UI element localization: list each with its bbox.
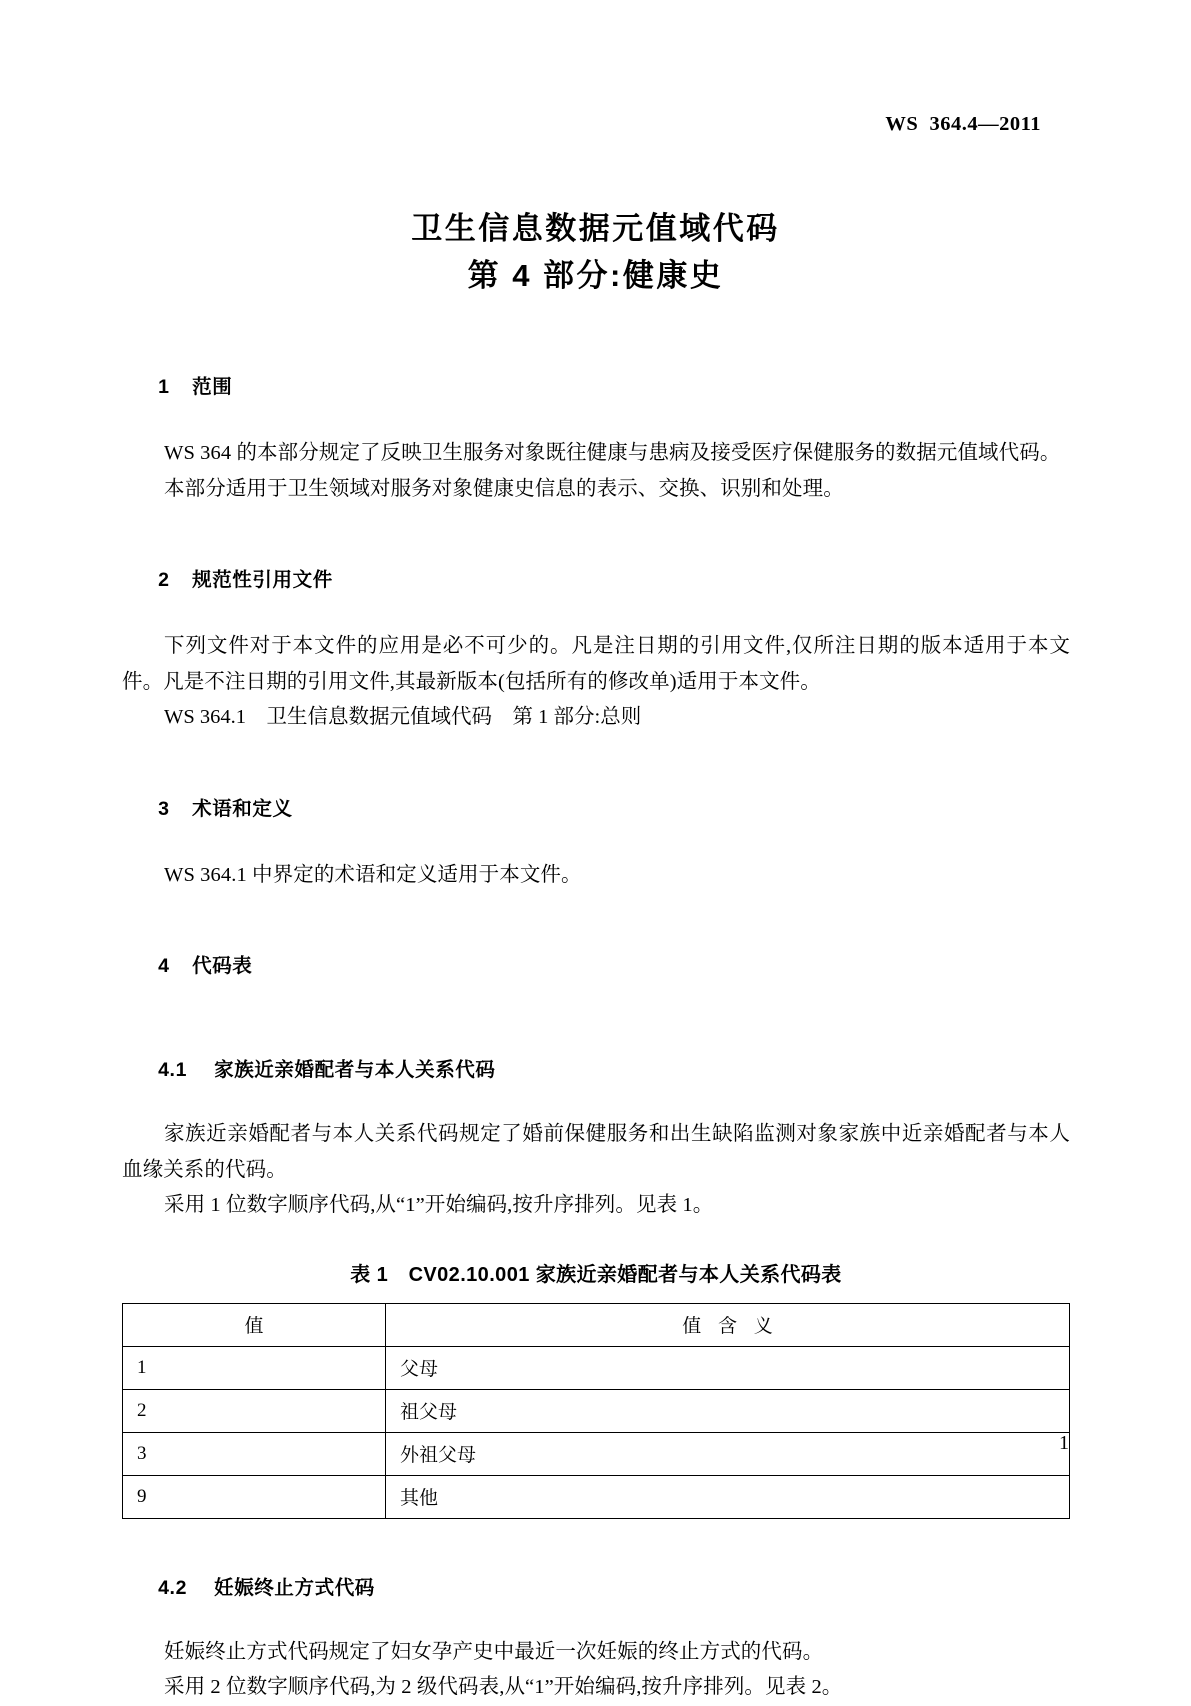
subsection-number-4-2: 4.2 [158, 1576, 188, 1599]
section-heading-2 [122, 541, 1070, 615]
table-row [123, 1389, 1070, 1432]
section-title-1: 范围 [192, 376, 233, 398]
subsection-4-2-paragraph-1: 妊娠终止方式代码规定了妇女孕产史中最近一次妊娠的终止方式的代码。 [164, 1640, 824, 1663]
table-cell-meaning: 外祖父母 [386, 1432, 1070, 1475]
section-number-2: 2 [158, 569, 170, 591]
table-cell-meaning: 其他 [386, 1475, 1070, 1518]
table-header-row [123, 1303, 1070, 1346]
page-number: 1 [1059, 1432, 1069, 1454]
section-2-paragraph-1: 下列文件对于本文件的应用是必不可少的。凡是注日期的引用文件,仅所注日期的版本适用于本文件。凡是不注日期的引用文件,其最新版本(包括所有的修改单)适用于本文件。 [122, 635, 1070, 693]
section-title-3: 术语和定义 [192, 797, 293, 820]
table-cell-value: 1 [123, 1346, 386, 1389]
title-line-1: 卫生信息数据元值域代码 [411, 211, 780, 246]
document-body [122, 348, 1070, 1706]
table-cell-value: 3 [123, 1432, 386, 1475]
section-1-paragraph-2: 本部分适用于卫生领域对服务对象健康史信息的表示、交换、识别和处理。 [164, 477, 844, 500]
subsection-4-1-paragraph-2: 采用 1 位数字顺序代码,从“1”开始编码,按升序排列。见表 1。 [164, 1194, 714, 1216]
section-number-1: 1 [158, 376, 170, 398]
table-cell-value: 9 [123, 1475, 386, 1518]
section-heading-3 [122, 770, 1070, 844]
section-1-paragraph-1: WS 364 的本部分规定了反映卫生服务对象既往健康与患病及接受医疗保健服务的数据元值域代码。 [164, 442, 1061, 464]
section-title-2: 规范性引用文件 [192, 569, 333, 591]
section-number-4: 4 [158, 955, 170, 977]
table-row [123, 1475, 1070, 1518]
section-number-3: 3 [158, 797, 170, 820]
normative-reference-ws364-1: WS 364.1 卫生信息数据元值域代码 第 1 部分:总则 [164, 706, 642, 728]
subsection-heading-4-1 [122, 1031, 1070, 1105]
table-cell-value: 2 [123, 1389, 386, 1432]
running-header-standard-id: WS 364.4—2011 [885, 113, 1041, 135]
subsection-title-4-2: 妊娠终止方式代码 [214, 1576, 375, 1599]
document-title [0, 205, 1191, 299]
subsection-4-2-paragraph-2: 采用 2 位数字顺序代码,为 2 级代码表,从“1”开始编码,按升序排列。见表 2。 [164, 1676, 843, 1698]
section-3-paragraph-1: WS 364.1 中界定的术语和定义适用于本文件。 [164, 863, 582, 886]
table-row [123, 1432, 1070, 1475]
subsection-number-4-1: 4.1 [158, 1059, 188, 1081]
table-column-header-value: 值 [123, 1303, 386, 1346]
section-heading-4 [122, 927, 1070, 1001]
section-heading-1 [122, 348, 1070, 422]
table-cell-meaning: 父母 [386, 1346, 1070, 1389]
subsection-heading-4-2 [122, 1549, 1070, 1623]
table-1-code-table [122, 1303, 1070, 1519]
table-row [123, 1346, 1070, 1389]
subsection-title-4-1: 家族近亲婚配者与本人关系代码 [214, 1059, 496, 1081]
title-line-2: 第 4 部分:健康史 [467, 258, 724, 293]
table-column-header-meaning: 值 含 义 [386, 1303, 1070, 1346]
table-cell-meaning: 祖父母 [386, 1389, 1070, 1432]
table-1-caption: 表 1 CV02.10.001 家族近亲婚配者与本人关系代码表 [350, 1263, 842, 1286]
section-title-4: 代码表 [192, 955, 253, 977]
subsection-4-1-paragraph-1: 家族近亲婚配者与本人关系代码规定了婚前保健服务和出生缺陷监测对象家族中近亲婚配者与本人血缘关系的代码。 [122, 1123, 1070, 1181]
